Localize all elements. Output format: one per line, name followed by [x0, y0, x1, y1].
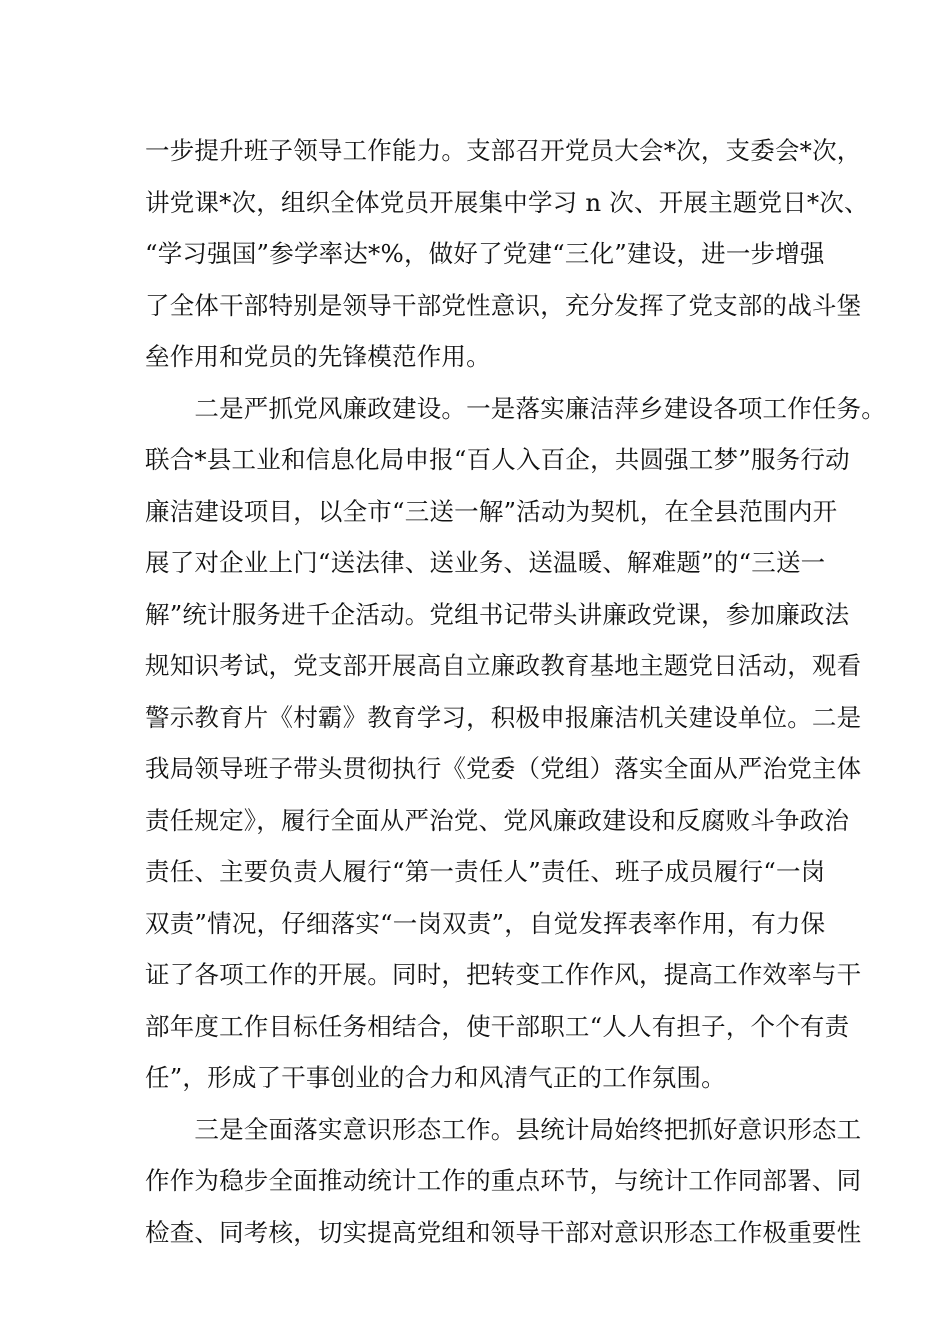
text-line: 我局领导班子带头贯彻执行《党委（党组）落实全面从严治党主体 — [145, 754, 862, 783]
text-line: 廉洁建设项目，以全市“三送一解”活动为契机，在全县范围内开 — [145, 497, 838, 526]
text-line: 证了各项工作的开展。同时，把转变工作作风，提高工作效率与干 — [145, 960, 862, 989]
text-line: 检查、同考核，切实提高党组和领导干部对意识形态工作极重要性 — [145, 1218, 862, 1247]
text-line: 责任规定》，履行全面从严治党、党风廉政建设和反腐败斗争政治 — [145, 806, 850, 835]
text-line: 展了对企业上门“送法律、送业务、送温暖、解难题”的“三送一 — [145, 548, 826, 577]
text-line: 任”，形成了干事创业的合力和风清气正的工作氛围。 — [145, 1063, 726, 1092]
text-line: 二是严抓党风廉政建设。一是落实廉洁萍乡建设各项工作任务。 — [145, 394, 886, 423]
text-line: 规知识考试，党支部开展高自立廉政教育基地主题党日活动，观看 — [145, 651, 862, 680]
text-line: 讲党课*次，组织全体党员开展集中学习 n 次、开展主题党日*次、 — [145, 188, 869, 217]
text-line: 双责”情况，仔细落实“一岗双责”，自觉发挥表率作用，有力保 — [145, 909, 826, 938]
text-line: 一步提升班子领导工作能力。支部召开党员大会*次，支委会*次， — [145, 136, 862, 165]
text-line: 垒作用和党员的先锋模范作用。 — [145, 342, 491, 371]
text-line: 警示教育片《村霸》教育学习，积极申报廉洁机关建设单位。二是 — [145, 703, 862, 732]
text-line: 解”统计服务进千企活动。党组书记带头讲廉政党课，参加廉政法 — [145, 600, 850, 629]
text-line: “学习强国”参学率达*%，做好了党建“三化”建设，进一步增强 — [145, 239, 825, 268]
text-line: 责任、主要负责人履行“第一责任人”责任、班子成员履行“一岗 — [145, 857, 826, 886]
text-line: 部年度工作目标任务相结合，使干部职工“人人有担子，个个有责 — [145, 1012, 850, 1041]
text-line: 了全体干部特别是领导干部党性意识，充分发挥了党支部的战斗堡 — [145, 291, 862, 320]
text-line: 作作为稳步全面推动统计工作的重点环节，与统计工作同部署、同 — [145, 1166, 862, 1195]
text-line: 联合*县工业和信息化局申报“百人入百企，共圆强工梦”服务行动 — [145, 445, 850, 474]
text-line: 三是全面落实意识形态工作。县统计局始终把抓好意识形态工 — [145, 1115, 862, 1144]
